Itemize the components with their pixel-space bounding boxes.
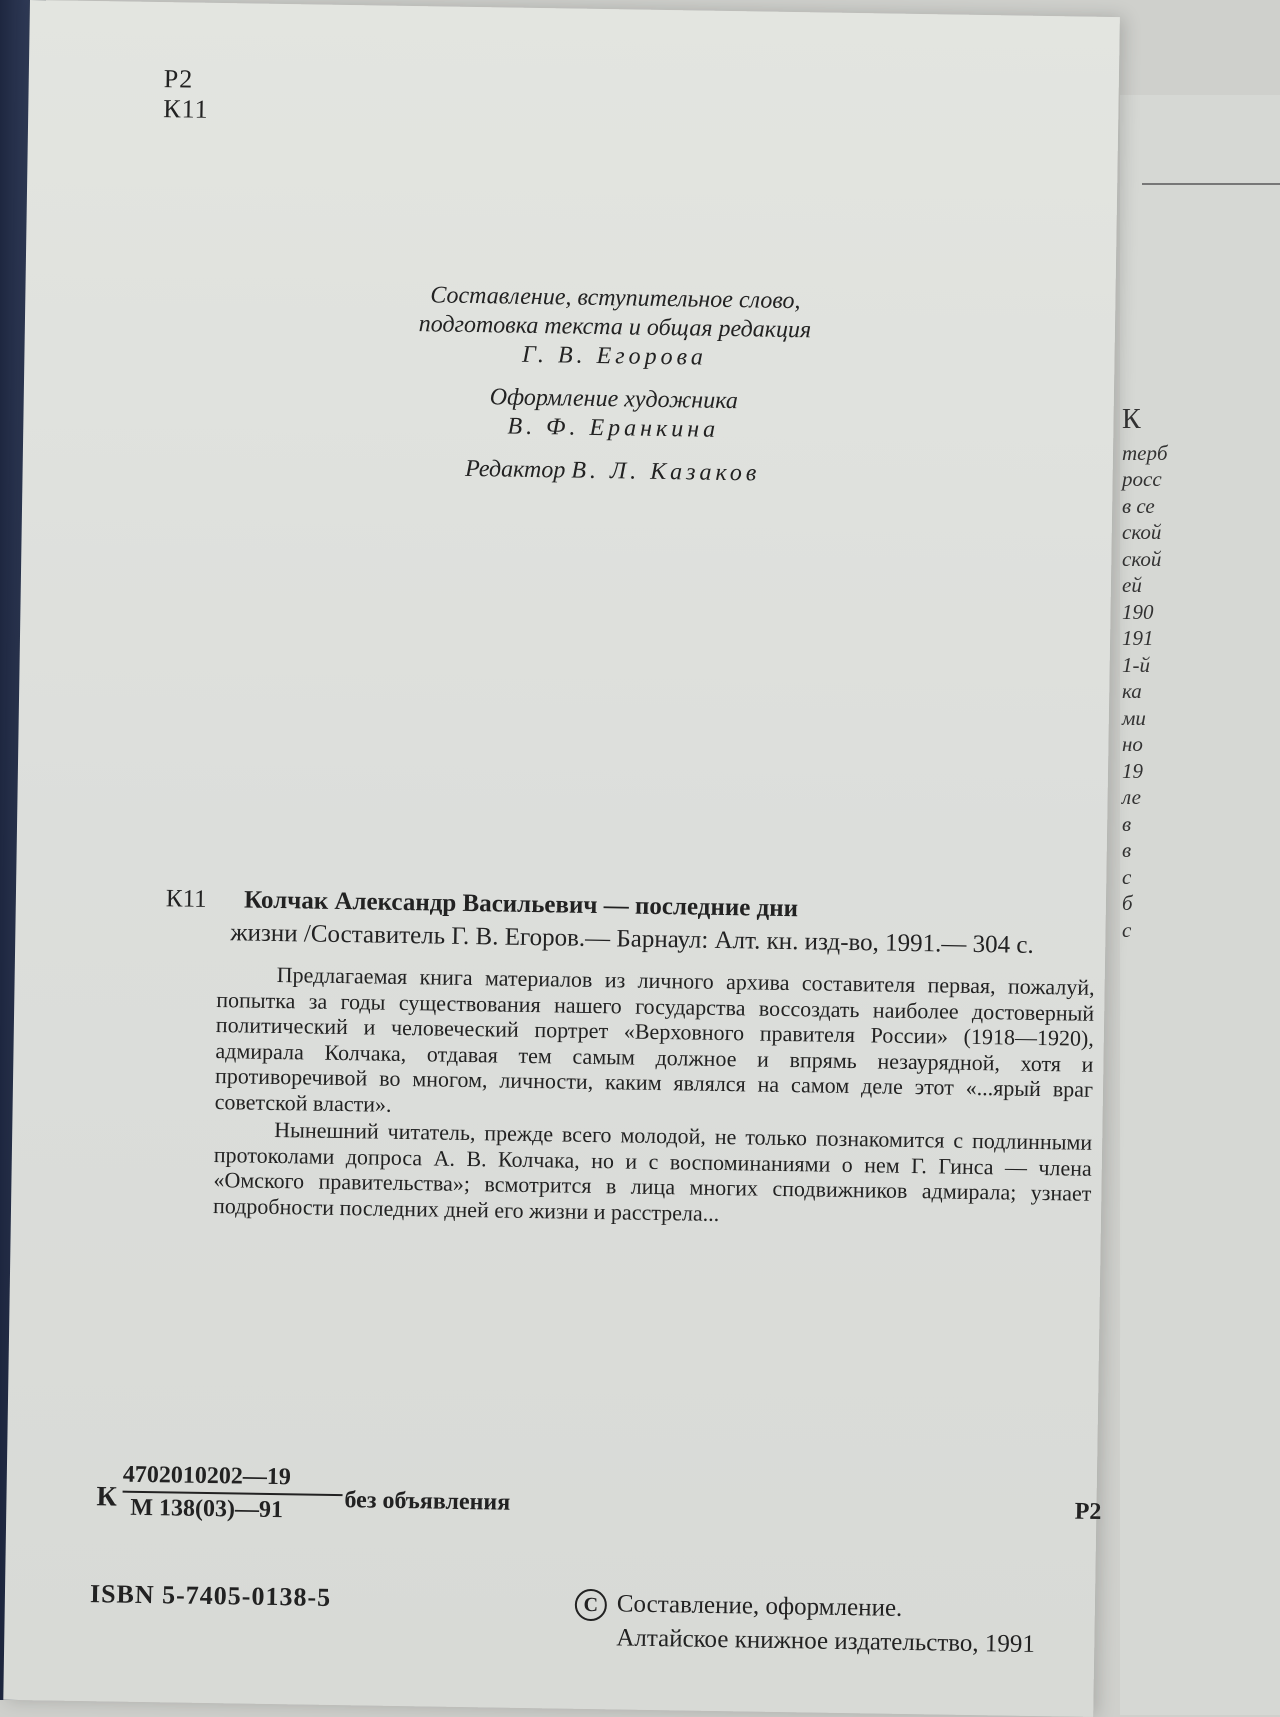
code-line-2: К11 [163,94,209,124]
fragment: терб [1122,440,1168,465]
catalog-entry [161,882,1096,1234]
adjacent-page [1120,95,1280,1715]
code-line-1: Р2 [163,64,194,94]
copyright-icon: С [575,1589,607,1621]
fragment: 190 [1122,599,1154,624]
compilation-line-2: подготовка текста и общая редакция [418,311,812,344]
isbn: ISBN 5-7405-0138-5 [89,1579,332,1612]
credits [312,280,915,505]
fragment: ми [1122,705,1146,730]
fragment: К [1122,404,1141,435]
editor-credit [312,452,912,490]
fragment: в [1122,838,1132,862]
entry-imprint: жизни /Составитель Г. В. Егоров.— Барнаул: Алт. кн. изд-во, 1991.— 304 с. [230,919,1034,959]
compilation-line-1: Составление, вступительное слово, [430,282,801,315]
entry-abstract [161,960,1095,1232]
fragment: в се [1122,493,1155,518]
compiler-name: Г. В. Егорова [521,341,708,371]
copyright-line-1: Составление, оформление. [616,1590,903,1622]
fragment: с [1122,917,1132,942]
entry-index: К11 [165,885,207,913]
publication-codes [96,1461,1102,1557]
code-fraction [122,1462,343,1525]
fragment: ка [1122,679,1142,703]
book-page [3,0,1120,1717]
copyright-line-2: Алтайское книжное издательство, 1991 [616,1624,1036,1659]
fragment: росс [1122,467,1162,491]
fragment: ей [1122,573,1142,597]
no-announcement: без объявления [344,1487,511,1516]
fragment: но [1122,732,1143,756]
abstract-paragraph-1: Предлагаемая книга материалов из личного архива составителя первая, пожалуй, попытка за годы существования нашего государства воссоздать наиболее достоверный политический и человеческий портрет «Верховного правителя России» (1918—1920), адмирала Колчака, отдавая тем самым должное и впрямь незаурядной, хотя и противоречивой во многом, личности, каким являлся на самом деле этот «...ярый враг советской власти». [214,961,1095,1117]
compilation-credit [314,280,915,376]
k-letter: К [96,1481,118,1513]
abstract-paragraph-2: Нынешний читатель, прежде всего молодой, не только познакомится с подлинными протоколами допроса А. В. Колчака, но и с воспоминаниями о нем Г. Гинса — члена «Омского правительства»; всмотрится в лица многих сподвижников адмирала; узнает подробности последних дней его жизни и расстрела... [212,1116,1093,1226]
adjacent-page-text [1122,404,1168,943]
entry-title: Колчак Александр Васильевич — последние дни [243,886,799,923]
designer-name: В. Ф. Еранкина [507,413,720,443]
classification-code [163,64,209,125]
fragment: 191 [1122,626,1154,650]
editor-name: В. Л. Казаков [571,457,761,487]
fragment: 1-й [1122,652,1150,677]
fragment: б [1122,891,1133,915]
editor-label: Редактор [464,455,566,484]
fraction-numerator: 4702010202—19 [123,1462,343,1496]
copyright-notice [574,1587,1036,1662]
fragment: с [1122,864,1132,889]
code-right: Р2 [1074,1498,1102,1526]
design-line: Оформление художника [489,384,739,415]
entry-heading [165,882,1096,963]
fragment: 19 [1122,758,1143,783]
adjacent-page-rule [1142,183,1280,185]
fragment: ской [1122,546,1162,571]
fragment: ской [1122,520,1162,544]
fragment: ле [1122,785,1142,809]
fraction-denominator: М 138(03)—91 [130,1494,284,1524]
fragment: в [1122,811,1132,836]
design-credit [313,381,914,448]
